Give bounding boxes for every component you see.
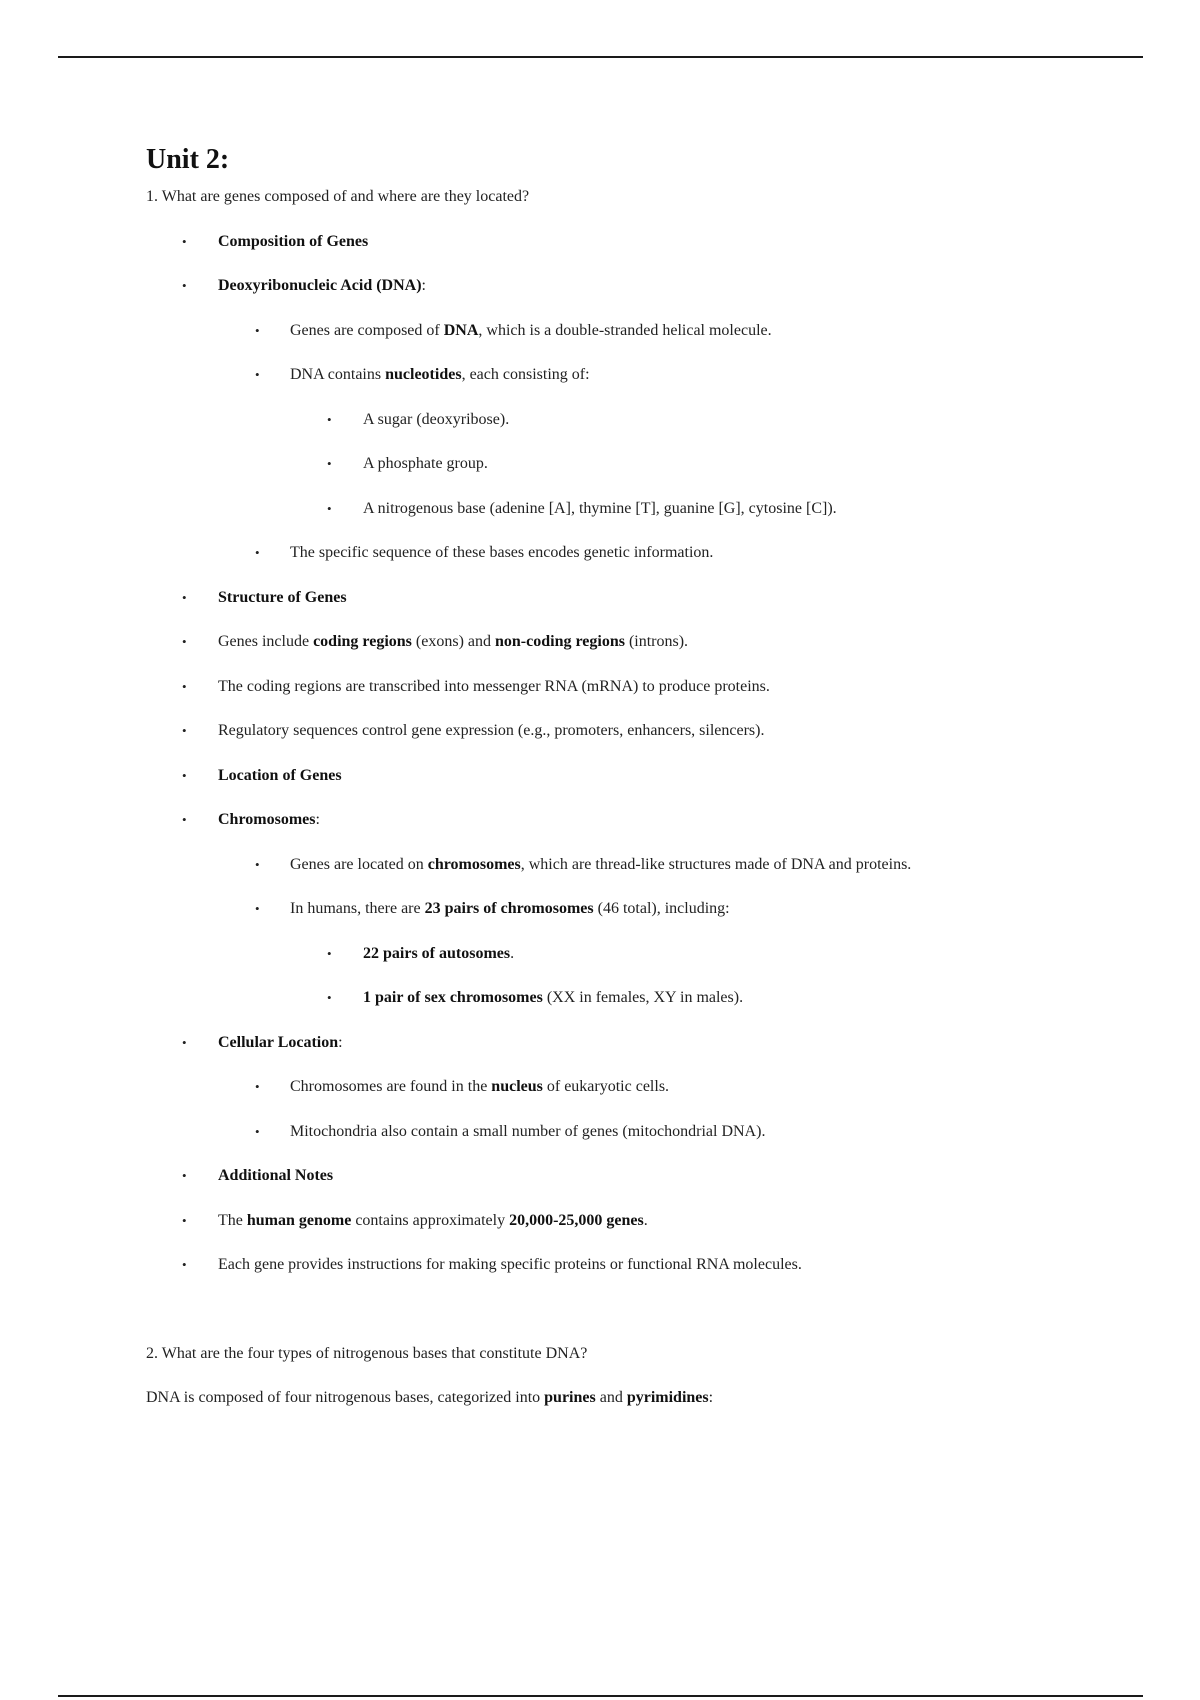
list-item: • Genes are composed of DNA, which is a double-stranded helical molecule. xyxy=(146,318,1066,363)
list-item: • Genes include coding regions (exons) and non-coding regions (introns). xyxy=(146,629,1066,674)
list-item: • The specific sequence of these bases encodes genetic information. xyxy=(146,540,1066,585)
answer-2-intro: DNA is composed of four nitrogenous bases, categorized into purines and pyrimidines: xyxy=(146,1389,714,1406)
list-item: • A phosphate group. xyxy=(146,451,1066,496)
list-item: • In humans, there are 23 pairs of chromosomes (46 total), including: xyxy=(146,896,1066,941)
list-item: • Genes are located on chromosomes, which are thread-like structures made of DNA and proteins. xyxy=(146,852,1066,897)
footer-rule xyxy=(58,1695,1143,1697)
list-item: • A nitrogenous base (adenine [A], thymine [T], guanine [G], cytosine [C]). xyxy=(146,496,1066,541)
list-item: • Composition of Genes xyxy=(146,229,1066,274)
list-item: • Additional Notes xyxy=(146,1163,1066,1208)
list-item: • 1 pair of sex chromosomes (XX in females, XY in males). xyxy=(146,985,1066,1030)
list-item: • Structure of Genes xyxy=(146,585,1066,630)
list-item: • Deoxyribonucleic Acid (DNA): xyxy=(146,273,1066,318)
list-item: • A sugar (deoxyribose). xyxy=(146,407,1066,452)
list-item: • Mitochondria also contain a small number of genes (mitochondrial DNA). xyxy=(146,1119,1066,1164)
list-item: • DNA contains nucleotides, each consisting of: xyxy=(146,362,1066,407)
list-item: • Cellular Location: xyxy=(146,1030,1066,1075)
list-item: • Regulatory sequences control gene expression (e.g., promoters, enhancers, silencers). xyxy=(146,718,1066,763)
unit-title: Unit 2: xyxy=(146,144,230,175)
list-item: • Location of Genes xyxy=(146,763,1066,808)
list-item: • Chromosomes are found in the nucleus of eukaryotic cells. xyxy=(146,1074,1066,1119)
list-item: • Chromosomes: xyxy=(146,807,1066,852)
answer-1-list xyxy=(146,229,1066,1297)
document-body xyxy=(146,140,1066,1430)
list-item: • 22 pairs of autosomes. xyxy=(146,941,1066,986)
list-item: • Each gene provides instructions for making specific proteins or functional RNA molecules. xyxy=(146,1252,1066,1297)
section-spacer xyxy=(146,1297,1066,1341)
question-1: 1. What are genes composed of and where are they located? xyxy=(146,188,530,205)
list-item: • The coding regions are transcribed into messenger RNA (mRNA) to produce proteins. xyxy=(146,674,1066,719)
question-2: 2. What are the four types of nitrogenous bases that constitute DNA? xyxy=(146,1344,588,1362)
list-item: • The human genome contains approximately 20,000-25,000 genes. xyxy=(146,1208,1066,1253)
header-rule xyxy=(58,56,1143,58)
